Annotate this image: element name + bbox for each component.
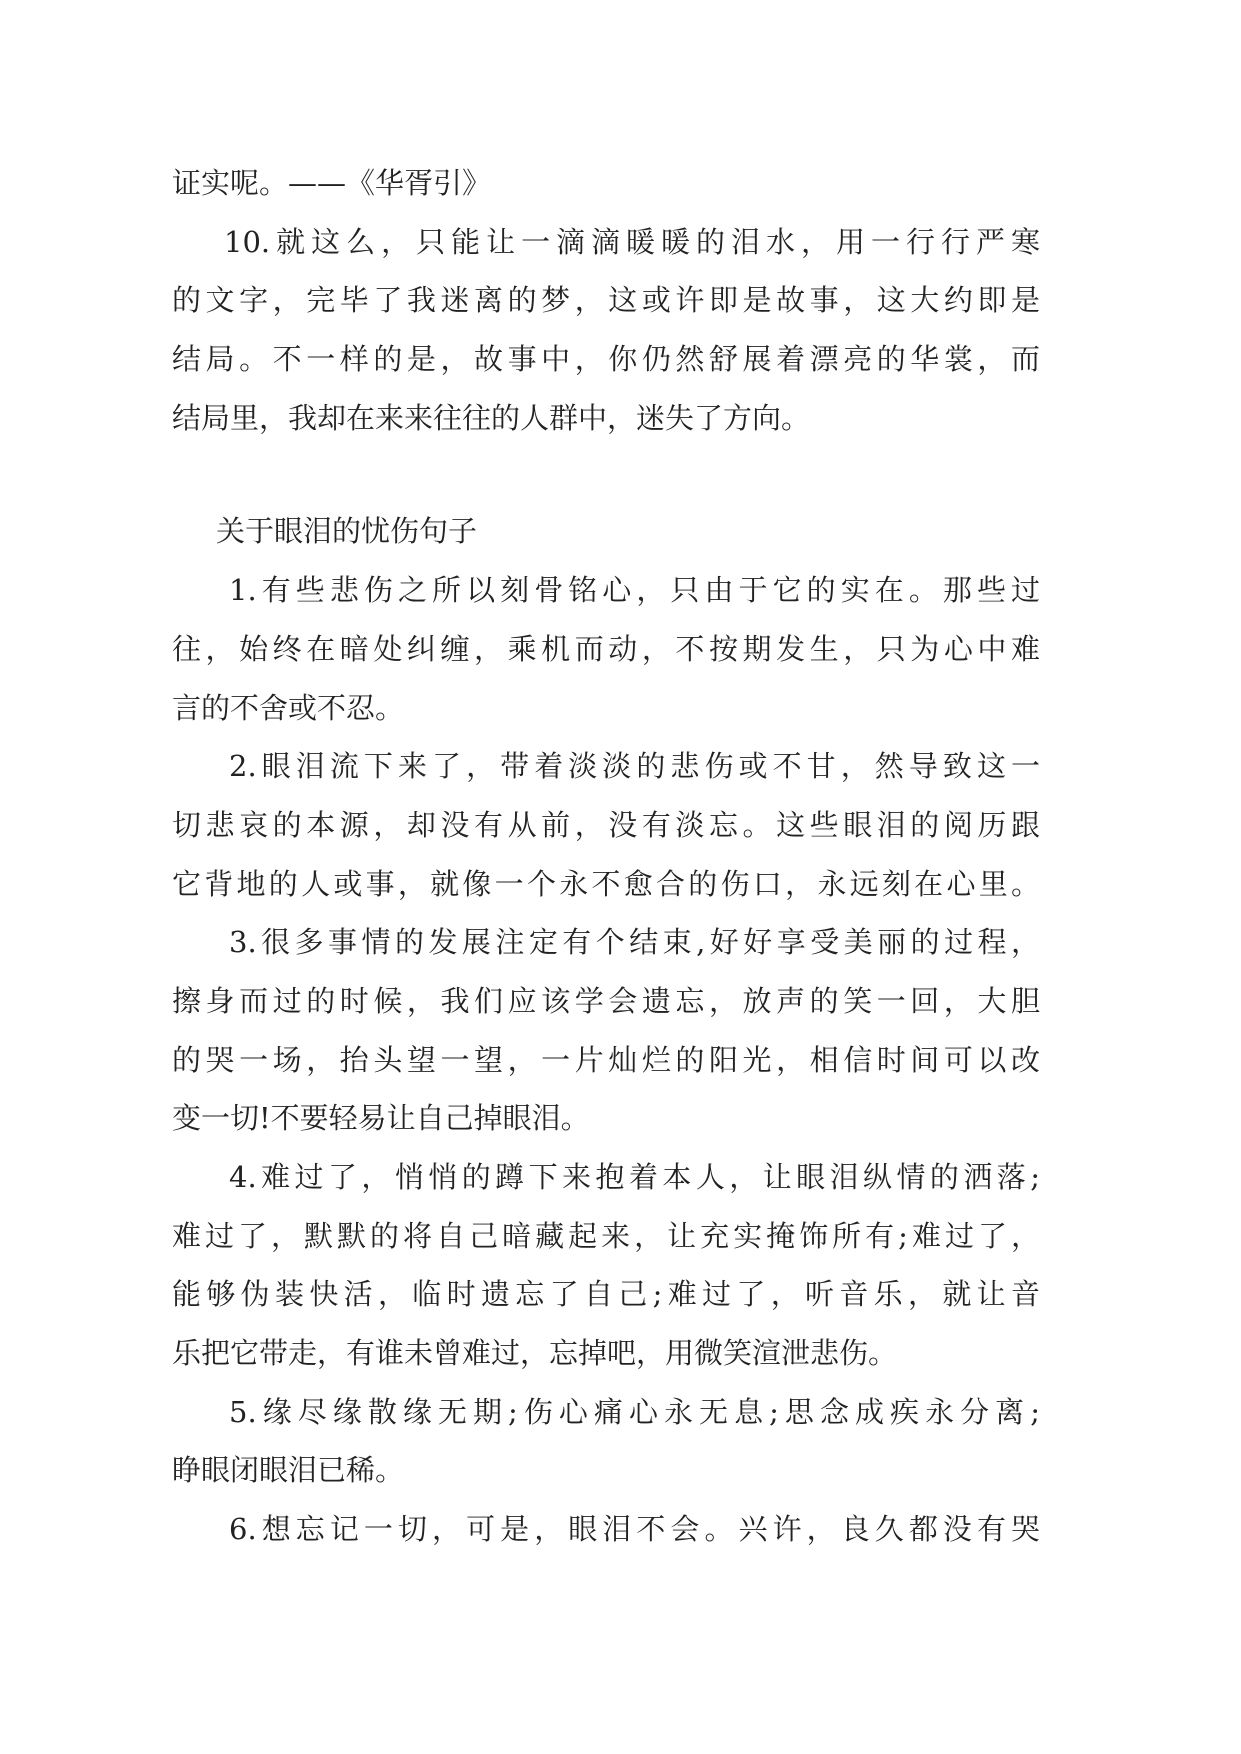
text-line: 10.就这么，只能让一滴滴暖暖的泪水，用一行行严寒 xyxy=(224,224,1040,259)
paragraph-item-6 xyxy=(172,1500,1040,1559)
text-line: 结局。不一样的是，故事中，你仍然舒展着漂亮的华裳，而 xyxy=(172,342,1040,377)
text-line: 言的不舍或不忍。 xyxy=(172,690,405,725)
paragraph-item-10 xyxy=(172,213,1040,448)
text-line: 结局里，我却在来来往往的人群中，迷失了方向。 xyxy=(172,400,811,435)
text-line: 往，始终在暗处纠缠，乘机而动，不按期发生，只为心中难 xyxy=(172,631,1040,666)
text-line: 擦身而过的时候，我们应该学会遗忘，放声的笑一回，大胆 xyxy=(172,983,1040,1018)
text-line: 的文字，完毕了我迷离的梦，这或许即是故事，这大约即是 xyxy=(172,283,1040,318)
text-line: 2.眼泪流下来了，带着淡淡的悲伤或不甘，然导致这一 xyxy=(229,749,1040,784)
paragraph-item-2 xyxy=(172,737,1040,913)
section-heading: 关于眼泪的忧伤句子 xyxy=(216,514,478,549)
text-line: 它背地的人或事，就像一个永不愈合的伤口，永远刻在心里。 xyxy=(172,866,1040,901)
text-line: 证实呢。——《华胥引》 xyxy=(172,166,492,200)
text-line: 能够伪装快活，临时遗忘了自己;难过了，听音乐，就让音 xyxy=(172,1277,1040,1312)
paragraph-item-5 xyxy=(172,1383,1040,1500)
text-line: 切悲哀的本源，却没有从前，没有淡忘。这些眼泪的阅历跟 xyxy=(172,807,1040,842)
text-line: 4.难过了，悄悄的蹲下来抱着本人，让眼泪纵情的洒落; xyxy=(229,1160,1040,1194)
paragraph-item-1 xyxy=(172,561,1040,737)
text-line: 5.缘尽缘散缘无期;伤心痛心永无息;思念成疾永分离; xyxy=(229,1394,1040,1429)
text-line: 1.有些悲伤之所以刻骨铭心，只由于它的实在。那些过 xyxy=(229,573,1040,608)
document-body xyxy=(172,154,1040,1559)
text-line: 睁眼闭眼泪已稀。 xyxy=(172,1453,405,1488)
text-line: 难过了，默默的将自己暗藏起来，让充实掩饰所有;难过了， xyxy=(172,1218,1040,1253)
paragraph-continuation xyxy=(172,154,1040,213)
text-line: 3.很多事情的发展注定有个结束,好好享受美丽的过程， xyxy=(229,925,1040,960)
text-line: 变一切!不要轻易让自己掉眼泪。 xyxy=(172,1101,590,1136)
section xyxy=(172,502,1040,1558)
paragraph-item-3 xyxy=(172,913,1040,1148)
text-line: 6.想忘记一切，可是，眼泪不会。兴许，良久都没有哭 xyxy=(229,1512,1040,1547)
text-line: 的哭一场，抬头望一望，一片灿烂的阳光，相信时间可以改 xyxy=(172,1042,1040,1077)
text-line: 乐把它带走，有谁未曾难过，忘掉吧，用微笑渲泄悲伤。 xyxy=(172,1336,898,1371)
paragraph-item-4 xyxy=(172,1148,1040,1383)
